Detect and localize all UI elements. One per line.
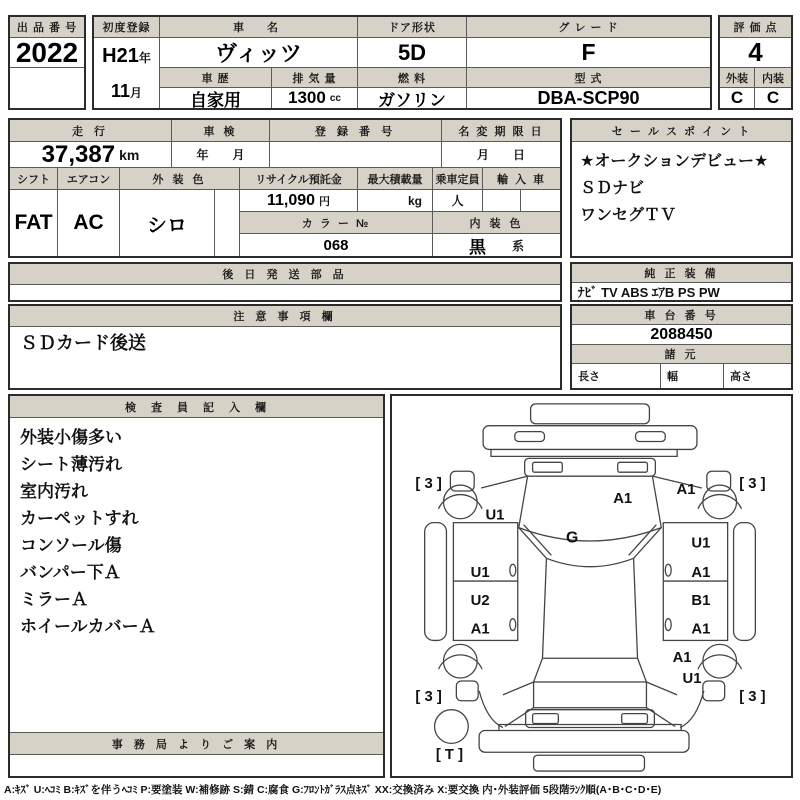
displacement-text: 1300 bbox=[288, 88, 326, 107]
fender-fl-label: U1 bbox=[485, 507, 505, 524]
notes-box bbox=[8, 304, 562, 390]
door-handle-left-rear bbox=[510, 619, 516, 631]
import-car-cell-2 bbox=[521, 190, 560, 212]
interior-color-suffix: 系 bbox=[511, 238, 524, 253]
fender-fr-label: A1 bbox=[676, 481, 696, 498]
door-r-front-label-1: U1 bbox=[691, 535, 711, 552]
roof-front-edge bbox=[546, 558, 633, 566]
car-name-value bbox=[160, 38, 358, 68]
first-registration-value bbox=[94, 38, 160, 108]
shift-header: シフト bbox=[10, 168, 58, 190]
mileage-value bbox=[10, 142, 172, 168]
taillight-right bbox=[622, 714, 648, 724]
detail-table bbox=[8, 118, 562, 258]
inspector-list bbox=[20, 424, 156, 640]
equipment-header: 純 正 装 備 bbox=[572, 264, 791, 283]
front-bumper-lip bbox=[491, 449, 677, 456]
door-l-rear-label-2: A1 bbox=[470, 621, 490, 638]
wheel-rear-right bbox=[703, 644, 737, 678]
inspector-item: バンパー下Ａ bbox=[20, 563, 121, 582]
exterior-color-value bbox=[120, 190, 215, 256]
score-text: 4 bbox=[748, 37, 763, 67]
door-l-front-label: U1 bbox=[470, 565, 490, 582]
sales-point-item: ★オークションデビュー★ bbox=[580, 153, 769, 170]
score-header: 評 価 点 bbox=[720, 17, 791, 38]
chassis-text: 2088450 bbox=[650, 325, 713, 343]
rear-plate-shape bbox=[534, 755, 645, 771]
chassis-box bbox=[570, 304, 793, 390]
chassis-header: 車 台 番 号 bbox=[572, 306, 791, 325]
office-header: 事 務 局 よ り ご 案 内 bbox=[10, 732, 383, 755]
color-no-header: カ ラ ー № bbox=[240, 212, 433, 234]
car-name-header: 車 名 bbox=[160, 17, 358, 38]
hood-label: A1 bbox=[613, 490, 633, 507]
first-registration-header: 初度登録 bbox=[94, 17, 160, 38]
max-load-value: kg bbox=[358, 190, 433, 212]
history-header: 車 歴 bbox=[160, 68, 272, 88]
exterior-grade-value bbox=[720, 88, 755, 108]
car-name-text: ヴィッツ bbox=[215, 41, 302, 66]
spec-length-cell: 長さ bbox=[572, 364, 661, 388]
wheel-rear-left bbox=[443, 644, 477, 678]
inspector-item: シート薄汚れ bbox=[20, 455, 122, 474]
score-box bbox=[718, 15, 793, 110]
vehicle-info-table bbox=[92, 15, 712, 110]
wheel-front-right bbox=[703, 485, 737, 519]
inspector-item: カーペットすれ bbox=[20, 509, 139, 528]
score-value bbox=[720, 38, 791, 68]
color-no-value bbox=[240, 234, 433, 256]
first-registration-month: 11 bbox=[110, 80, 130, 101]
taillight-left bbox=[533, 714, 559, 724]
lot-number-header: 出 品 番 号 bbox=[10, 17, 84, 38]
fog-light-left bbox=[515, 432, 545, 442]
damage-code-legend: A:ｷｽﾞ U:ﾍｺﾐ B:ｷｽﾞを伴うﾍｺﾐ P:要塗装 W:補修跡 S:錆 C:腐食 G:ﾌﾛﾝﾄｶﾞﾗｽ点ｷｽﾞ XX:交換済み X:要交換 内･外装評価 5段階ﾗﾝｸ順(A･B･C･D･E) bbox=[4, 784, 662, 796]
interior-color-header: 内 装 色 bbox=[433, 212, 560, 234]
rear-bumper-shape bbox=[479, 730, 689, 752]
shift-value bbox=[10, 190, 58, 256]
tire-rl-label: [ 3 ] bbox=[415, 688, 442, 705]
interior-grade-value bbox=[755, 88, 791, 108]
later-parts-box bbox=[8, 262, 562, 302]
grade-value bbox=[467, 38, 710, 68]
sales-points-list bbox=[580, 148, 768, 229]
first-registration-era: H21 bbox=[102, 44, 139, 67]
lot-number-text: 2022 bbox=[15, 36, 79, 68]
fuel-header: 燃 料 bbox=[358, 68, 467, 88]
door-handle-left-front bbox=[510, 564, 516, 576]
car-diagram bbox=[392, 396, 791, 776]
exterior-color-text: シロ bbox=[147, 214, 187, 237]
quarter-r-label-2: U1 bbox=[682, 670, 702, 687]
exterior-color-header: 外 装 色 bbox=[120, 168, 240, 190]
displacement-header: 排 気 量 bbox=[272, 68, 358, 88]
door-r-rear-label-2: A1 bbox=[691, 621, 711, 638]
inspector-item: 室内汚れ bbox=[20, 482, 88, 501]
model-code-header: 型 式 bbox=[467, 68, 710, 88]
tire-fr-label: [ 3 ] bbox=[739, 476, 766, 493]
name-change-header: 名 変 期 限 日 bbox=[442, 120, 560, 142]
door-handle-right-rear bbox=[665, 619, 671, 631]
aircon-text: AC bbox=[73, 211, 104, 234]
mileage-text: 37,387 bbox=[41, 140, 116, 168]
recycle-deposit-header: リサイクル預託金 bbox=[240, 168, 358, 190]
interior-color-text: 黒 bbox=[468, 237, 486, 257]
inspector-box bbox=[8, 394, 385, 778]
inspector-header: 検 査 員 記 入 欄 bbox=[10, 396, 383, 418]
history-text: 自家用 bbox=[190, 90, 241, 110]
inspector-item: ミラーＡ bbox=[20, 590, 88, 609]
chassis-value bbox=[572, 325, 791, 345]
door-shape-text: 5D bbox=[397, 39, 427, 65]
interior-grade-text: C bbox=[766, 88, 780, 107]
c-pillars bbox=[503, 658, 677, 695]
displacement-value bbox=[272, 88, 358, 108]
capacity-value: 人 bbox=[433, 190, 483, 212]
aircon-value bbox=[58, 190, 120, 256]
mileage-unit: km bbox=[119, 146, 140, 163]
mileage-header: 走 行 bbox=[10, 120, 172, 142]
fender-line-left bbox=[481, 476, 528, 488]
tire-rr-label: [ 3 ] bbox=[739, 688, 766, 705]
grade-text: F bbox=[581, 39, 596, 65]
interior-grade-header: 内装 bbox=[755, 68, 791, 88]
history-value bbox=[160, 88, 272, 108]
sales-point-item: ワンセグＴＶ bbox=[580, 207, 677, 224]
specs-header: 諸 元 bbox=[572, 345, 791, 364]
headlight-left bbox=[533, 462, 563, 472]
name-change-value: 月 日 bbox=[442, 142, 560, 168]
interior-color-value bbox=[433, 234, 560, 256]
model-code-value bbox=[467, 88, 710, 108]
wheel-arches bbox=[439, 495, 742, 670]
sales-points-header: セ ー ル ス ポ イ ン ト bbox=[572, 120, 791, 142]
aircon-header: エアコン bbox=[58, 168, 120, 190]
fuel-value bbox=[358, 88, 467, 108]
grille-bar bbox=[525, 458, 656, 476]
recycle-deposit-value bbox=[240, 190, 358, 212]
notes-value: ＳＤカード後送 bbox=[20, 333, 146, 353]
roof-shape bbox=[542, 558, 637, 658]
door-shape-header: ドア形状 bbox=[358, 17, 467, 38]
shaken-value: 年 月 bbox=[172, 142, 270, 168]
hood-shape bbox=[519, 476, 662, 541]
lot-number-value bbox=[10, 38, 84, 68]
model-code-text: DBA-SCP90 bbox=[537, 87, 640, 108]
capacity-header: 乗車定員 bbox=[433, 168, 483, 190]
first-registration-era-unit: 年 bbox=[138, 50, 151, 65]
later-parts-value bbox=[10, 285, 560, 300]
windshield-label: G bbox=[566, 529, 579, 547]
grade-header: グ レ ー ド bbox=[467, 17, 710, 38]
door-handle-right-front bbox=[665, 564, 671, 576]
damage-diagram-box bbox=[390, 394, 793, 778]
exterior-color-code-cell bbox=[215, 190, 240, 256]
front-plate-shape bbox=[531, 404, 650, 424]
fog-light-right bbox=[636, 432, 666, 442]
recycle-deposit-unit: 円 bbox=[319, 195, 331, 208]
door-r-front-label-2: A1 bbox=[691, 565, 711, 582]
tire-fl-label: [ 3 ] bbox=[415, 476, 442, 493]
registration-number-header: 登 録 番 号 bbox=[270, 120, 442, 142]
sill-left bbox=[425, 523, 447, 641]
rear-quarter-lines bbox=[505, 708, 675, 727]
headlight-right bbox=[618, 462, 648, 472]
spec-height-cell: 高さ bbox=[730, 371, 752, 383]
quarter-r-label-1: A1 bbox=[672, 650, 692, 667]
first-registration-month-unit: 月 bbox=[130, 85, 143, 100]
tailgate-shape bbox=[534, 682, 647, 708]
displacement-unit: cc bbox=[329, 92, 341, 104]
flap-rear-right bbox=[703, 681, 725, 701]
import-car-header: 輸 入 車 bbox=[483, 168, 560, 190]
inspector-item: 外装小傷多い bbox=[20, 428, 122, 447]
exterior-grade-text: C bbox=[730, 88, 744, 107]
exterior-grade-header: 外装 bbox=[720, 68, 755, 88]
spare-tire-label: [ T ] bbox=[435, 747, 464, 764]
door-l-rear-label-1: U2 bbox=[470, 592, 490, 609]
sill-right bbox=[734, 523, 756, 641]
sales-points-box bbox=[570, 118, 793, 258]
later-parts-header: 後 日 発 送 部 品 bbox=[10, 264, 560, 285]
import-car-cell-1 bbox=[483, 190, 521, 212]
lot-number-box bbox=[8, 15, 86, 110]
equipment-box bbox=[570, 262, 793, 302]
shaken-header: 車 検 bbox=[172, 120, 270, 142]
notes-header: 注 意 事 項 欄 bbox=[10, 306, 560, 327]
door-r-rear-label-1: B1 bbox=[691, 592, 711, 609]
inspector-item: ホイールカバーＡ bbox=[20, 617, 156, 636]
shift-text: FAT bbox=[14, 211, 53, 234]
door-shape-value bbox=[358, 38, 467, 68]
max-load-header: 最大積載量 bbox=[358, 168, 433, 190]
equipment-value: ﾅﾋﾞ TV ABS ｴｱB PS PW bbox=[578, 285, 720, 300]
spare-tire-shape bbox=[435, 710, 469, 744]
sales-point-item: ＳＤナビ bbox=[580, 180, 645, 197]
spec-width-cell: 幅 bbox=[661, 364, 724, 388]
registration-number-value bbox=[270, 142, 442, 168]
flap-rear-left bbox=[456, 681, 478, 701]
inspector-item: コンソール傷 bbox=[20, 536, 122, 555]
recycle-deposit-text: 11,090 bbox=[266, 191, 316, 209]
fuel-text: ガソリン bbox=[378, 90, 446, 110]
color-no-text: 068 bbox=[323, 236, 349, 254]
